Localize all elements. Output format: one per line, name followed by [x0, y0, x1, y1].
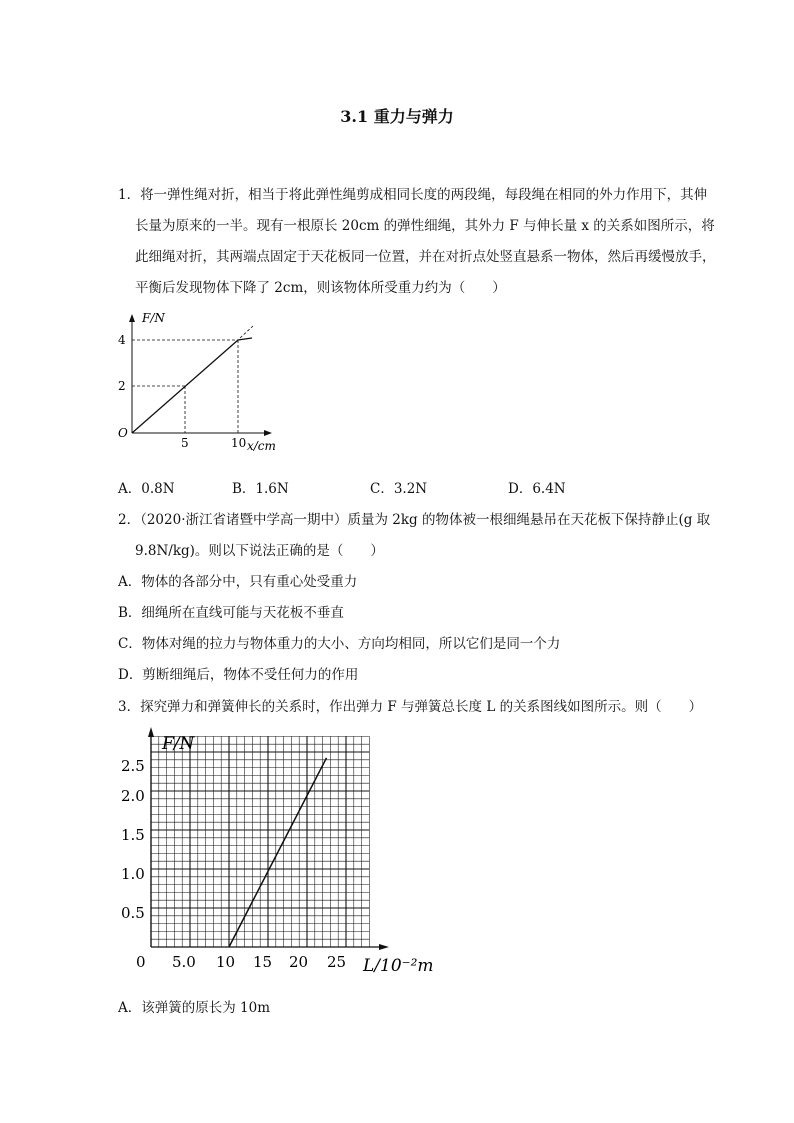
- fl-xtick-5.0: 5.0: [172, 953, 196, 971]
- fx-origin: O: [118, 426, 128, 440]
- q2-option-b: B．细绳所在直线可能与天花板不垂直: [118, 605, 344, 621]
- fx-ytick-2: 2: [118, 379, 126, 393]
- fl-xlabel: L/10⁻²m: [363, 956, 434, 976]
- fl-xtick-25: 25: [327, 953, 347, 971]
- q1-option-c: C．3.2N: [370, 481, 428, 497]
- q2-option-c: C．物体对绳的拉力与物体重力的大小、方向均相同，所以它们是同一个力: [118, 636, 561, 652]
- fl-x-arrow: [379, 944, 389, 950]
- q1-option-b: B．1.6N: [232, 481, 289, 497]
- fx-xtick-10: 10: [231, 436, 247, 450]
- q1-line-4: 平衡后发现物体下降了 2cm，则该物体所受重力约为（ ）: [135, 280, 506, 296]
- fl-ytick-1.5: 1.5: [121, 826, 145, 844]
- fl-y-arrow: [148, 727, 154, 737]
- fx-x-arrow: [264, 430, 272, 436]
- q1-option-d: D．6.4N: [508, 481, 566, 497]
- fl-grid: [151, 736, 369, 947]
- fl-ylabel: F/N: [162, 734, 195, 754]
- page-title: 3.1 重力与弹力: [340, 107, 454, 126]
- fx-ylabel: F/N: [142, 311, 165, 325]
- fx-xlabel: x/cm: [247, 439, 276, 453]
- q1-line-2: 长量为原来的一半。现有一根原长 20cm 的弹性细绳，其外力 F 与伸长量 x 的关系如图所示，将: [135, 218, 715, 234]
- q1-line-3: 此细绳对折，其两端点固定于天花板同一位置，并在对折点处竖直悬系一物体，然后再缓慢放手，: [135, 249, 716, 265]
- fx-graph: [110, 310, 280, 460]
- q1-option-a: A．0.8N: [118, 481, 175, 497]
- q2-option-d: D．剪断细绳后，物体不受任何力的作用: [118, 667, 359, 683]
- fl-graph: [115, 725, 435, 980]
- fx-y-arrow: [129, 314, 135, 322]
- q2-option-a: A．物体的各部分中，只有重心处受重力: [118, 574, 358, 590]
- fl-ytick-2.5: 2.5: [121, 757, 145, 775]
- q2-line-2: 9.8N/kg)。则以下说法正确的是（ ）: [135, 543, 384, 559]
- fl-ytick-2.0: 2.0: [121, 787, 145, 805]
- fx-series-line: [132, 338, 252, 433]
- fx-ytick-4: 4: [118, 333, 126, 347]
- q1-line-1: 1．将一弹性绳对折，相当于将此弹性绳剪成相同长度的两段绳，每段绳在相同的外力作用下，其伸: [118, 187, 708, 203]
- q2-line-1: 2．（2020·浙江省诸暨中学高一期中）质量为 2kg 的物体被一根细绳悬吊在天花板下保持静止(g 取: [118, 512, 711, 528]
- fx-extension-dash: [240, 326, 253, 338]
- fl-series-line: [229, 758, 327, 947]
- fl-ytick-1.0: 1.0: [121, 865, 145, 883]
- fl-xtick-0: 0: [136, 953, 146, 971]
- fl-xtick-15: 15: [253, 953, 273, 971]
- fx-xtick-5: 5: [181, 436, 189, 450]
- fl-xtick-10: 10: [216, 953, 236, 971]
- fl-ytick-0.5: 0.5: [121, 904, 145, 922]
- fl-xtick-20: 20: [289, 953, 309, 971]
- q3-option-a: A．该弹簧的原长为 10m: [118, 1000, 271, 1016]
- q3-line-1: 3．探究弹力和弹簧伸长的关系时，作出弹力 F 与弹簧总长度 L 的关系图线如图所示。则（ ）: [118, 699, 703, 715]
